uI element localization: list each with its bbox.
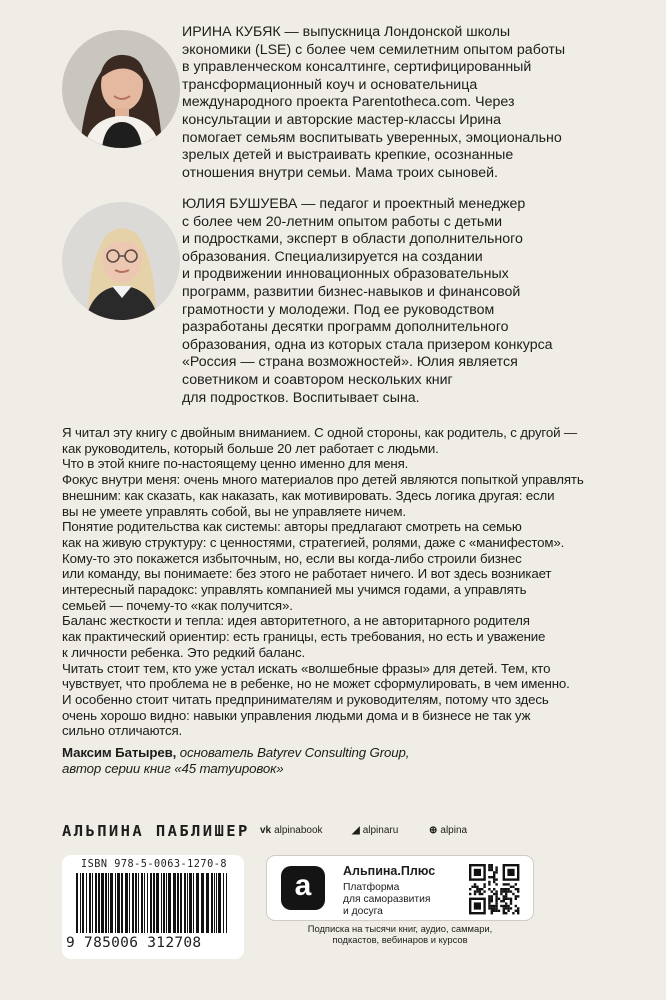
review-line: или команду, вы понимаете: без этого не работает ничего. И вот здесь возникает (62, 566, 552, 582)
qr-module (488, 864, 490, 866)
qr-module (505, 893, 507, 895)
barcode-bar (132, 873, 134, 933)
social-handle: alpinaru (362, 825, 399, 836)
qr-module (495, 890, 497, 892)
qr-module (500, 900, 502, 902)
bio-line: и продвижении инновационных образовательных (182, 266, 509, 283)
qr-module (479, 890, 481, 892)
barcode-bar (125, 873, 128, 933)
review-line: к личности ребенка. Это редкий баланс. (62, 644, 306, 660)
review-line: Фокус внутри меня: очень много материалов про детей являются попыткой управлять (62, 472, 584, 488)
qr-module (488, 883, 490, 885)
qr-module (495, 878, 497, 880)
qr-module (493, 881, 495, 883)
bio-line: образования, одна из которых стала призером конкурса (182, 336, 553, 353)
qr-finder (474, 902, 481, 909)
qr-module (491, 900, 493, 902)
promo-sub-line: подкастов, вебинаров и курсов (332, 934, 468, 946)
qr-module (503, 888, 505, 890)
qr-module (505, 895, 507, 897)
barcode-bar (98, 873, 100, 933)
review-signature (62, 745, 602, 776)
author-photo-kubyak (62, 30, 180, 148)
qr-module (505, 883, 507, 885)
bio-line: для подростков. Воспитывает сына. (182, 389, 420, 406)
social-handle: alpina (440, 825, 468, 836)
qr-module (488, 905, 490, 907)
qr-module (515, 895, 517, 897)
qr-module (505, 905, 507, 907)
review-line: Понятие родительства как системы: авторы предлагают смотреть на семью (62, 519, 522, 535)
barcode-box (62, 855, 244, 959)
qr-module (498, 910, 500, 912)
qr-module (493, 878, 495, 880)
qr-module (488, 888, 490, 890)
bio-line: и подростками, эксперт в области дополнительного (182, 231, 523, 248)
qr-module (481, 893, 483, 895)
bio-line: консультации и авторские мастер-классы Ирина (182, 111, 502, 128)
qr-module (491, 864, 493, 866)
qr-module (517, 895, 519, 897)
review-line: сильно отличаются. (62, 723, 183, 739)
barcode-bar (211, 873, 213, 933)
qr-module (503, 907, 505, 909)
barcode-bar (141, 873, 143, 933)
qr-module (507, 910, 509, 912)
author-block-bushueva (62, 196, 622, 406)
review-line: Что в этой книге по-настоящему ценно именно для меня. (62, 456, 409, 472)
promo-alpina-plus (266, 855, 534, 959)
barcode-bar (115, 873, 116, 933)
barcode-bar (92, 873, 93, 933)
qr-code-icon[interactable] (467, 862, 523, 916)
barcode-bar (177, 873, 179, 933)
barcode-bar (86, 873, 87, 933)
review-quote (62, 425, 602, 776)
qr-module (483, 890, 485, 892)
qr-module (503, 900, 505, 902)
qr-module (515, 888, 517, 890)
qr-module (476, 888, 478, 890)
isbn-text: ISBN 978-5-0063-1270-8 (81, 859, 227, 870)
qr-module (495, 910, 497, 912)
ean-digits: 9 785006 312708 (66, 935, 202, 951)
bio-line: грамотности у молодежи. Под ее руководством (182, 301, 495, 318)
qr-module (503, 883, 505, 885)
promo-title: Альпина.Плюс (343, 864, 436, 878)
barcode-bar (110, 873, 113, 933)
author-block-kubyak (62, 24, 622, 184)
qr-module (495, 883, 497, 885)
qr-module (479, 893, 481, 895)
review-line: как практический ориентир: есть границы, есть требования, но есть и уважение (62, 629, 546, 645)
qr-module (507, 907, 509, 909)
qr-module (515, 910, 517, 912)
qr-module (517, 912, 519, 914)
qr-module (507, 905, 509, 907)
barcode-bar (173, 873, 176, 933)
vk-icon: vk (260, 825, 272, 836)
barcode-bar (101, 873, 104, 933)
qr-module (491, 912, 493, 914)
qr-module (491, 866, 493, 868)
barcode-bar (214, 873, 215, 933)
barcode-bar (89, 873, 91, 933)
bio-line: международного проекта Parentotheca.com. Через (182, 94, 515, 111)
qr-module (505, 888, 507, 890)
qr-module (500, 888, 502, 890)
qr-module (476, 886, 478, 888)
barcode-bar (95, 873, 97, 933)
review-line: внешним: как сказать, как наказать, как мотивировать. Здесь логика другая: если (62, 487, 555, 503)
qr-module (510, 898, 512, 900)
barcode-bar (144, 873, 145, 933)
author-bio-bushueva (182, 196, 622, 407)
barcode-bar (218, 873, 221, 933)
qr-module (503, 895, 505, 897)
barcode-bar (156, 873, 159, 933)
review-line: Я читал эту книгу с двойным вниманием. С одной стороны, как родитель, с другой — (62, 425, 578, 440)
promo-subtitle (266, 923, 534, 945)
qr-module (491, 907, 493, 909)
bio-line: «Россия — страна возможностей». Юлия является (182, 354, 518, 371)
qr-module (510, 900, 512, 902)
review-line: очень хорошо видно: навыки управления людьми дома и в бизнесе не так уж (62, 707, 531, 723)
qr-module (503, 910, 505, 912)
review-line: И особенно стоит читать предпринимателям и руководителям, потому что здесь (62, 691, 549, 707)
social-link-vk[interactable] (260, 825, 323, 836)
qr-module (510, 907, 512, 909)
review-line: семьей — почему-то «как получится». (62, 597, 293, 613)
qr-module (515, 905, 517, 907)
barcode-bar (135, 873, 137, 933)
qr-module (488, 876, 490, 878)
bio-line: трансформационный коуч и основательница (182, 76, 478, 93)
qr-module (483, 883, 485, 885)
qr-module (493, 876, 495, 878)
promo-sub-line: Подписка на тысячи книг, аудио, саммари, (307, 923, 493, 934)
barcode-bar (189, 873, 192, 933)
barcode-bar (201, 873, 204, 933)
review-line: вы не умеете управлять собой, вы не управляете ничем. (62, 503, 406, 519)
qr-module (512, 886, 514, 888)
qr-module (503, 905, 505, 907)
review-line: Баланс жесткости и тепла: идея авторитетного, а не авторитарного родителя (62, 613, 530, 629)
qr-finder (474, 869, 481, 876)
barcode-bar (166, 873, 167, 933)
qr-module (488, 898, 490, 900)
review-line: чувствует, что проблема не в ребенке, но не может сформулировать, в чем именно. (62, 676, 570, 692)
promo-desc-line: и досуга (343, 905, 383, 917)
author-bio-kubyak (182, 24, 622, 182)
barcode-bar (117, 873, 120, 933)
qr-module (500, 890, 502, 892)
plus-icon: ⊕ (429, 825, 438, 836)
qr-module (507, 888, 509, 890)
review-line: Кому-то это покажется избыточным, но, если вы когда-либо строили бизнес (62, 550, 522, 566)
bio-line: отношения внутри семьи. Мама троих сыновей. (182, 164, 498, 181)
barcode-bar (226, 873, 227, 933)
telegram-icon: ◢ (352, 825, 360, 836)
qr-module (515, 898, 517, 900)
qr-module (474, 886, 476, 888)
qr-module (517, 890, 519, 892)
qr-module (495, 866, 497, 868)
bio-line: экономики (LSE) с более чем семилетним опытом работы (182, 41, 566, 58)
promo-card[interactable] (266, 855, 534, 921)
barcode-bar (206, 873, 209, 933)
qr-module (512, 912, 514, 914)
bio-line: разработаны десятки программ дополнительного (182, 319, 509, 336)
qr-module (510, 902, 512, 904)
qr-module (474, 890, 476, 892)
signature-role: основатель Batyrev Consulting Group, (179, 745, 410, 761)
promo-desc-line: Платформа (343, 882, 400, 893)
bio-line: ИРИНА КУБЯК — выпускница Лондонской школы (182, 24, 511, 40)
barcode-bar (76, 873, 78, 933)
qr-module (491, 869, 493, 871)
review-line: как на живую структуру: с ценностями, стратегией, ролями, даже с «манифестом». (62, 534, 565, 550)
qr-module (483, 886, 485, 888)
promo-desc-line: для саморазвития (343, 893, 431, 905)
barcode-bar (82, 873, 84, 933)
qr-module (493, 874, 495, 876)
qr-module (491, 895, 493, 897)
qr-module (495, 905, 497, 907)
qr-module (479, 888, 481, 890)
qr-module (493, 907, 495, 909)
qr-module (507, 883, 509, 885)
qr-module (503, 898, 505, 900)
qr-module (491, 910, 493, 912)
qr-module (488, 881, 490, 883)
qr-finder (507, 869, 514, 876)
barcode-bar (153, 873, 155, 933)
promo-description (343, 882, 453, 917)
bio-line: советником и соавтором нескольких книг (182, 371, 453, 388)
qr-module (491, 905, 493, 907)
publisher-row (62, 822, 622, 842)
review-line: Читать стоит тем, кто уже устал искать «волшебные фразы» для детей. Тем, кто (62, 660, 551, 676)
qr-module (505, 912, 507, 914)
qr-module (500, 905, 502, 907)
barcode-bar (80, 873, 81, 933)
qr-module (517, 910, 519, 912)
qr-module (476, 890, 478, 892)
barcode-bar (161, 873, 162, 933)
qr-module (491, 890, 493, 892)
qr-module (505, 898, 507, 900)
qr-module (498, 898, 500, 900)
barcode-bar (105, 873, 107, 933)
barcode-bar (223, 873, 224, 933)
barcode-bar (147, 873, 148, 933)
qr-module (503, 890, 505, 892)
qr-module (471, 886, 473, 888)
qr-module (474, 893, 476, 895)
qr-module (505, 890, 507, 892)
qr-module (510, 890, 512, 892)
review-line: интересный парадокс: управлять компанией мы учимся годами, а управлять (62, 582, 527, 598)
bio-line: ЮЛИЯ БУШУЕВА — педагог и проектный менеджер (182, 196, 526, 212)
barcode-bar (150, 873, 152, 933)
qr-module (503, 912, 505, 914)
barcode-bar (121, 873, 123, 933)
barcode-bar (180, 873, 182, 933)
barcode-bar (193, 873, 194, 933)
qr-module (493, 871, 495, 873)
barcode-bar (168, 873, 171, 933)
barcode-bar (187, 873, 188, 933)
bio-line: в управленческом консалтинге, сертифицированный (182, 59, 532, 76)
qr-module (493, 893, 495, 895)
barcode-bar (138, 873, 139, 933)
barcode-bar (216, 873, 217, 933)
barcode-bar (129, 873, 130, 933)
qr-module (517, 907, 519, 909)
alpina-app-icon: a (281, 866, 325, 910)
qr-module (488, 869, 490, 871)
qr-module (469, 888, 471, 890)
qr-module (474, 883, 476, 885)
qr-module (491, 898, 493, 900)
qr-module (493, 910, 495, 912)
bio-line: зрелых детей и выстраивать крепкие, осознанные (182, 147, 514, 164)
social-handle: alpinabook (274, 825, 323, 836)
barcode-bar (108, 873, 109, 933)
qr-module (491, 876, 493, 878)
qr-module (512, 893, 514, 895)
qr-module (495, 900, 497, 902)
qr-module (505, 902, 507, 904)
bio-line: помогает семьям воспитывать уверенных, эмоционально (182, 129, 562, 146)
qr-module (505, 907, 507, 909)
qr-module (488, 900, 490, 902)
qr-module (495, 902, 497, 904)
qr-module (495, 898, 497, 900)
qr-module (495, 869, 497, 871)
signature-name: Максим Батырев, (62, 745, 177, 761)
qr-module (515, 883, 517, 885)
bio-line: с более чем 20-летним опытом работы с детьми (182, 213, 502, 230)
author-photo-bushueva (62, 202, 180, 320)
qr-module (495, 893, 497, 895)
qr-module (488, 895, 490, 897)
qr-module (517, 888, 519, 890)
qr-module (507, 898, 509, 900)
qr-module (493, 905, 495, 907)
qr-module (500, 893, 502, 895)
qr-module (510, 886, 512, 888)
bio-line: программ, развитии бизнес-навыков и финансовой (182, 283, 521, 300)
qr-module (488, 907, 490, 909)
barcode-graphic (76, 873, 230, 935)
qr-module (495, 907, 497, 909)
qr-module (488, 866, 490, 868)
qr-module (507, 890, 509, 892)
bio-line: образования. Специализируется на создании (182, 248, 483, 265)
social-link-telegram[interactable] (352, 825, 398, 836)
barcode-bar (184, 873, 186, 933)
qr-module (493, 888, 495, 890)
social-link-plus[interactable] (429, 825, 467, 836)
qr-module (469, 893, 471, 895)
qr-module (481, 888, 483, 890)
review-line: как руководитель, который больше 20 лет работает с людьми. (62, 440, 439, 456)
qr-module (495, 871, 497, 873)
barcode-bar (196, 873, 199, 933)
qr-module (495, 895, 497, 897)
publisher-logo: АЛЬПИНА ПАБЛИШЕР (62, 822, 250, 840)
barcode-bar (163, 873, 165, 933)
signature-role-2: автор серии книг «45 татуировок» (62, 760, 284, 776)
qr-module (488, 902, 490, 904)
